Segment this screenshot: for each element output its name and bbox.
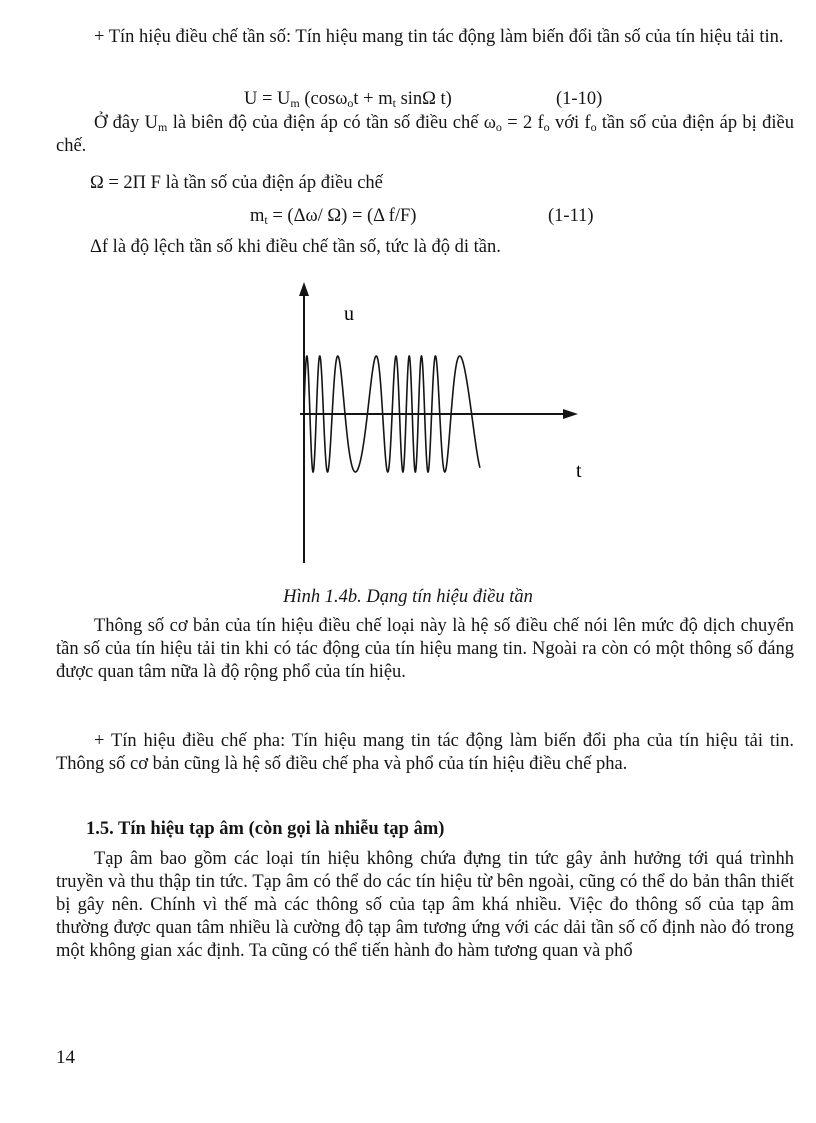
paragraph-fm-parameters: Thông số cơ bản của tín hiệu điều chế loại này là hệ số điều chế nói lên mức độ dịch chuyển tần số của tín hiệu tải tin khi có tác động của tín hiệu mang tin. Ngoài ra còn có một thông số đáng được quan tâm nữa là độ rộng phổ của tín hiệu. (56, 616, 794, 682)
um-text-c: = 2 f (501, 113, 544, 133)
paragraph-phase-modulation: + Tín hiệu điều chế pha: Tín hiệu mang tin tác động làm biến đổi pha của tín hiệu tải tin. Thông số cơ bản cũng là hệ số điều chế pha và phổ của tín hiệu điều chế pha. (56, 731, 794, 774)
equation-1-10 (244, 88, 452, 111)
um-text-b: là biên độ của điện áp có tần số điều chế ω (167, 113, 496, 133)
page-number: 14 (56, 1047, 75, 1068)
paragraph-frequency-modulation: + Tín hiệu điều chế tần số: Tín hiệu mang tin tác động làm biến đổi tần số của tín hiệu tải tin. (94, 27, 784, 47)
figure-caption: Hình 1.4b. Dạng tín hiệu điều tần (283, 587, 533, 607)
paragraph-omega: Ω = 2Π F là tần số của điện áp điều chế (90, 173, 383, 193)
fm-signal-figure (280, 280, 600, 570)
um-text-a: Ở đây U (94, 113, 159, 133)
x-axis-arrow-icon (563, 409, 578, 419)
eq1-mt: t + m (353, 89, 393, 109)
eq1-lhs: U = U (244, 89, 291, 109)
y-axis-arrow-icon (299, 282, 309, 296)
paragraph-delta-f: Δf là độ lệch tần số khi điều chế tần số, tức là độ di tần. (90, 237, 501, 257)
section-heading-1-5: 1.5. Tín hiệu tạp âm (còn gọi là nhiễu tạp âm) (86, 819, 445, 839)
um-sub-o3: o (590, 120, 597, 134)
eq1-sub-t: t (392, 96, 396, 110)
um-text-d: với f (549, 113, 591, 133)
eq1-sub-m: m (290, 96, 300, 110)
paragraph-um-definition (56, 112, 794, 158)
equation-1-10-number: (1-10) (556, 89, 603, 109)
x-axis-label: t (576, 460, 582, 482)
eq1-sub-o: o (347, 96, 354, 110)
eq1-sin: sinΩ t) (395, 89, 452, 109)
y-axis-label: u (344, 303, 354, 325)
equation-1-11-number: (1-11) (548, 206, 594, 226)
equation-1-11 (250, 205, 416, 228)
eq1-cos: (cosω (299, 89, 348, 109)
eq2-m: m (250, 206, 265, 226)
um-text-e: tần số của điện áp bị điều chế. (56, 113, 794, 156)
eq2-rhs: = (Δω/ Ω) = (Δ f/F) (267, 206, 417, 226)
paragraph-noise: Tạp âm bao gồm các loại tín hiệu không chứa đựng tin tức gây ảnh hưởng tới quá trìnhh truyền và thu thập tin tức. Tạp âm có thể do các tín hiệu từ bên ngoài, cũng có thể do bản thân thiết bị gây nên. Chính vì thế mà các thông số của tạp âm khá nhiều. Việc đo thông số của tạp âm thường được quan tâm nhiều là cường độ tạp âm tương ứng với các dải tần số cố định nào đó trong một không gian xác định. Ta cũng có thể tiến hành đo hàm tương quan và phổ (56, 849, 794, 961)
um-sub-o: o (495, 120, 502, 134)
um-sub-o2: o (543, 120, 550, 134)
um-sub-m: m (158, 120, 168, 134)
eq2-sub-t: t (264, 213, 268, 227)
